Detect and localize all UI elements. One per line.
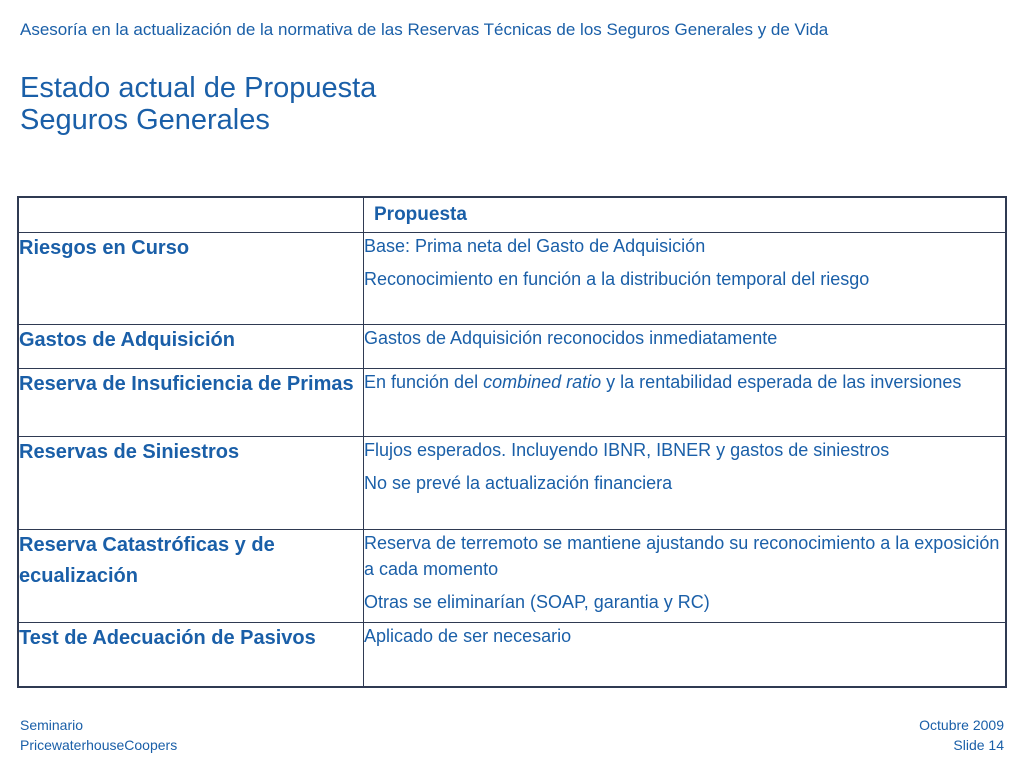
table-header-empty	[18, 197, 364, 233]
slide-title	[20, 72, 376, 136]
proposal-table	[17, 196, 1007, 688]
row-description-line: Gastos de Adquisición reconocidos inmediatamente	[364, 328, 778, 348]
row-label: Reserva Catastróficas y de ecualización	[18, 530, 364, 623]
row-description-line: Reserva de terremoto se mantiene ajustando su reconocimiento a la exposición a cada momento	[364, 533, 1000, 579]
row-description-line: Flujos esperados. Incluyendo IBNR, IBNER y gastos de siniestros	[364, 440, 890, 460]
slide-title-line2: Seguros Generales	[20, 104, 270, 136]
row-description	[364, 530, 1007, 623]
footer-slide-number: Slide 14	[953, 737, 1004, 753]
footer-date: Octubre 2009	[919, 717, 1004, 733]
footer-event: Seminario	[20, 717, 84, 733]
table-row	[18, 623, 1006, 687]
table-row	[18, 369, 1006, 437]
table-row	[18, 325, 1006, 369]
footer-right	[919, 715, 1004, 755]
row-label: Riesgos en Curso	[18, 233, 364, 325]
row-description	[364, 369, 1007, 437]
row-label: Gastos de Adquisición	[18, 325, 364, 369]
row-description-line: Reconocimiento en función a la distribución temporal del riesgo	[364, 269, 870, 289]
table-row	[18, 437, 1006, 530]
row-description-line: En función del combined ratio y la rentabilidad esperada de las inversiones	[364, 372, 962, 392]
row-description-line: Aplicado de ser necesario	[364, 626, 572, 646]
footer-left	[20, 715, 177, 755]
combined-ratio-term: combined ratio	[483, 372, 602, 392]
row-label: Test de Adecuación de Pasivos	[18, 623, 364, 687]
table-row	[18, 233, 1006, 325]
row-label: Reservas de Siniestros	[18, 437, 364, 530]
row-description	[364, 623, 1007, 687]
table-header-row	[18, 197, 1006, 233]
presentation-subtitle: Asesoría en la actualización de la normativa de las Reservas Técnicas de los Seguros Generales y de Vida	[20, 20, 829, 39]
row-description	[364, 233, 1007, 325]
table-header-label: Propuesta	[374, 204, 467, 225]
row-description	[364, 325, 1007, 369]
row-label: Reserva de Insuficiencia de Primas	[18, 369, 364, 437]
row-description-line: Base: Prima neta del Gasto de Adquisición	[364, 236, 706, 256]
row-description	[364, 437, 1007, 530]
row-description-line: Otras se eliminarían (SOAP, garantia y RC)	[364, 592, 710, 612]
footer-company: PricewaterhouseCoopers	[20, 737, 178, 753]
row-description-line: No se prevé la actualización financiera	[364, 473, 673, 493]
table-row	[18, 530, 1006, 623]
table-header-propuesta	[364, 197, 1007, 233]
slide-title-line1: Estado actual de Propuesta	[20, 72, 377, 104]
